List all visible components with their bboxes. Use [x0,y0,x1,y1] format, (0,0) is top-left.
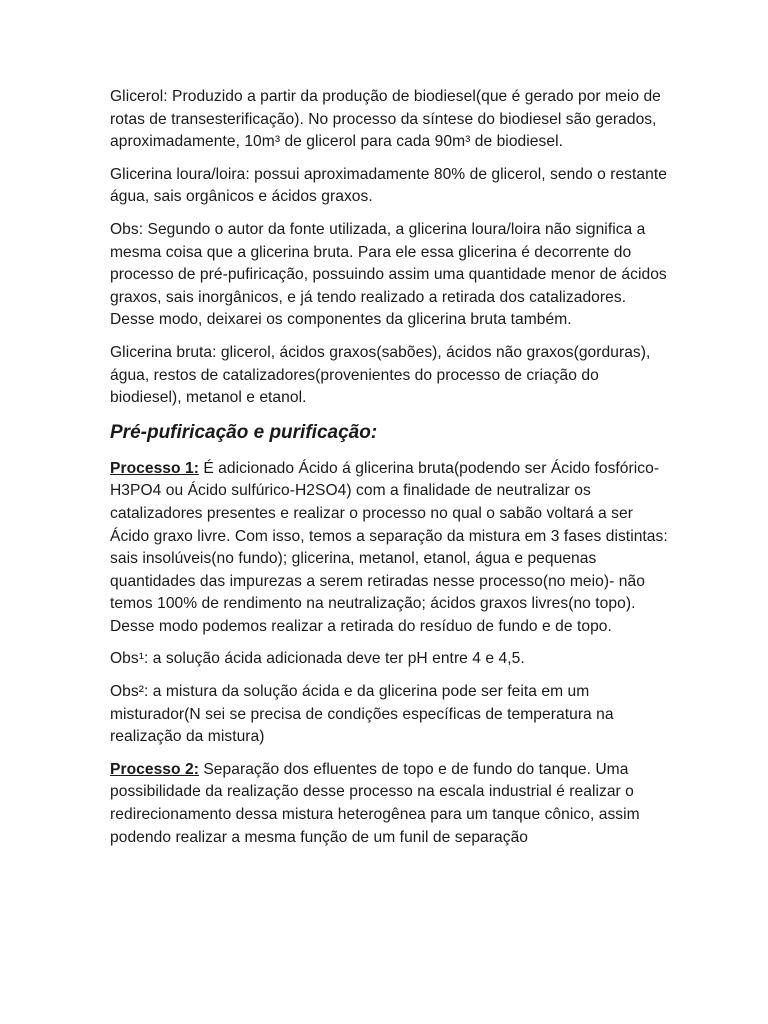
document-page [110,86,670,859]
processo-1-text: É adicionado Ácido á glicerina bruta(podendo ser Ácido fosfórico-H3PO4 ou Ácido sulfúrico-H2SO4) com a finalidade de neutralizar os catalizadores presentes e realizar o processo no qual o sabão voltará a ser Ácido graxo livre. Com isso, temos a separação da mistura em 3 fases distintas: sais insolúveis(no fundo); glicerina, metanol, etanol, água e pequenas quantidades das impurezas a serem retiradas nesse processo(no meio)- não temos 100% de rendimento na neutralização; ácidos graxos livres(no topo). Desse modo podemos realizar a retirada do resíduo de fundo e de topo. [110,459,668,635]
processo-2-label: Processo 2: [110,760,199,778]
processo-2-text: Separação dos efluentes de topo e de fundo do tanque. Uma possibilidade da realização desse processo na escala industrial é realizar o redirecionamento dessa mistura heterogênea para um tanque cônico, assim podendo realizar a mesma função de um funil de separação [110,760,640,846]
paragraph-processo-2 [110,759,670,849]
paragraph-processo-1 [110,458,670,639]
paragraph-obs-autor: Obs: Segundo o autor da fonte utilizada, a glicerina loura/loira não significa a mesma coisa que a glicerina bruta. Para ele essa glicerina é decorrente do processo de pré-pufiricação, possuindo assim uma quantidade menor de ácidos graxos, sais inorgânicos, e já tendo realizado a retirada dos catalizadores. Desse modo, deixarei os componentes da glicerina bruta também. [110,220,667,329]
section-heading: Pré-pufiricação e purificação: [110,421,378,443]
paragraph-obs-1: Obs¹: a solução ácida adicionada deve ter pH entre 4 e 4,5. [110,650,525,668]
paragraph-glicerol: Glicerol: Produzido a partir da produção de biodiesel(que é gerado por meio de rotas de transesterificação). No processo da síntese do biodiesel são gerados, aproximadamente, 10m³ de glicerol para cada 90m³ de biodiesel. [110,88,661,151]
processo-1-label: Processo 1: [110,459,199,477]
paragraph-glicerina-bruta: Glicerina bruta: glicerol, ácidos graxos(sabões), ácidos não graxos(gorduras), água, restos de catalizadores(provenientes do processo de criação do biodiesel), metanol e etanol. [110,343,651,407]
paragraph-obs-2: Obs²: a mistura da solução ácida e da glicerina pode ser feita em um misturador(N sei se precisa de condições específicas de temperatura na realização da mistura) [110,683,614,746]
paragraph-glicerina-loura: Glicerina loura/loira: possui aproximadamente 80% de glicerol, sendo o restante água, sais orgânicos e ácidos graxos. [110,165,667,206]
